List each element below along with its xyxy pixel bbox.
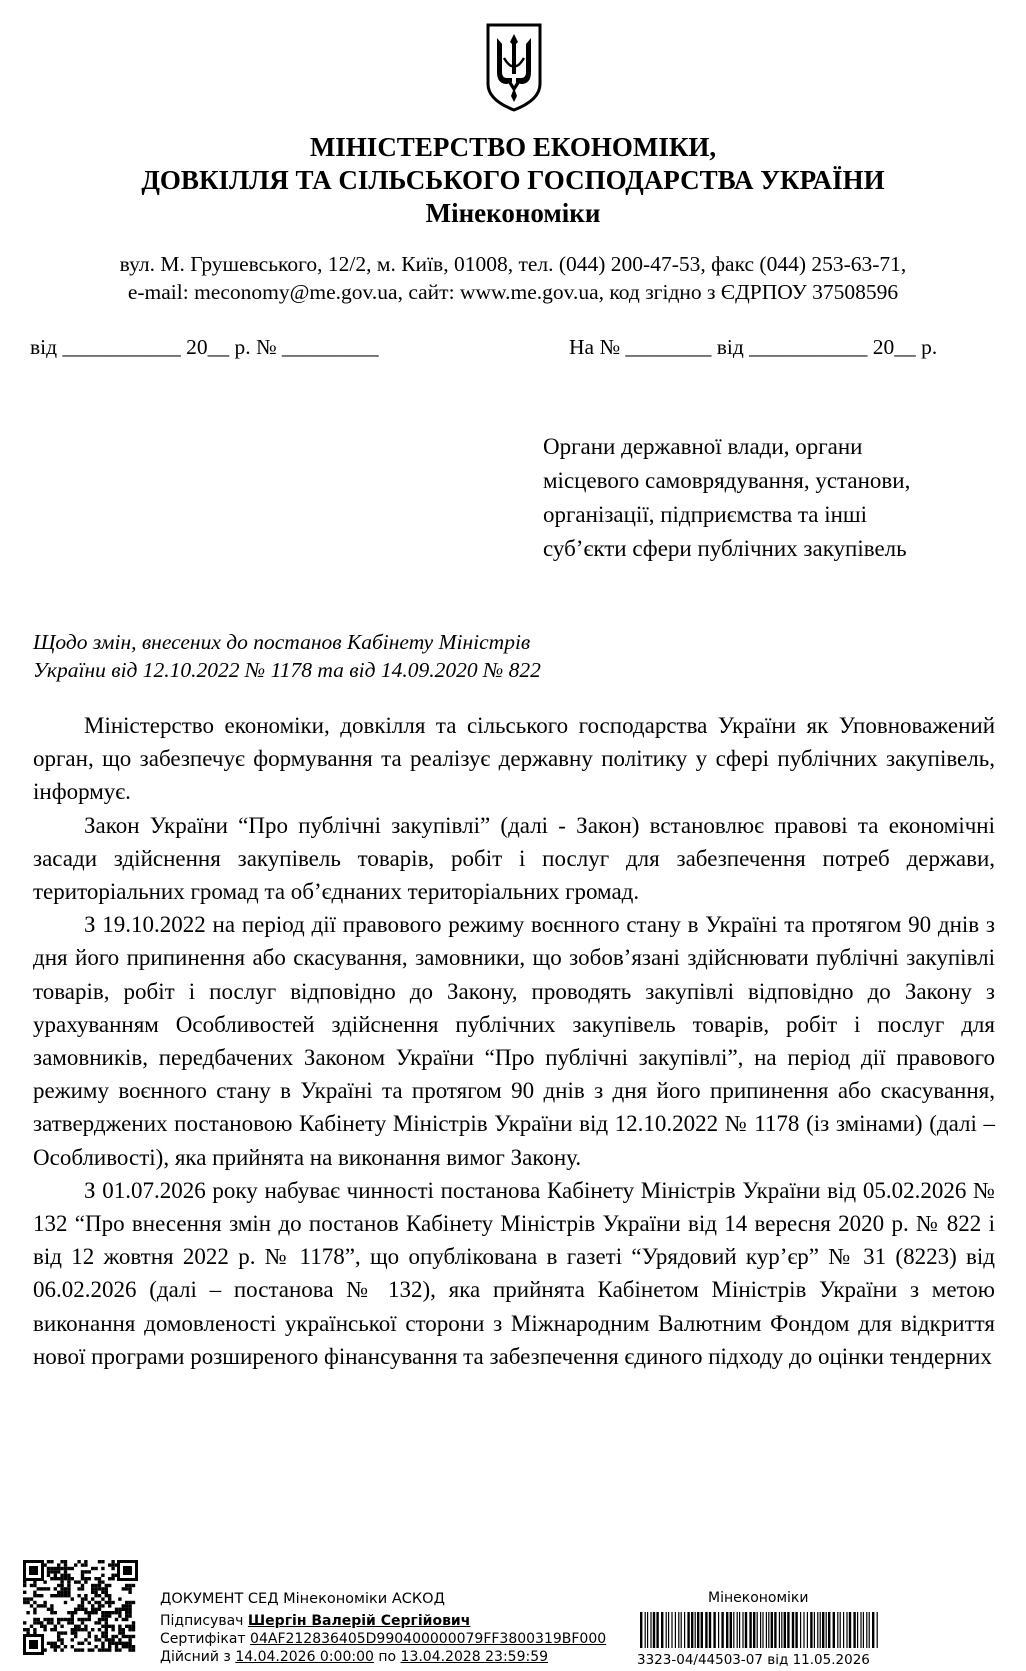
barcode-icon [640, 1612, 880, 1648]
validity-line [160, 1648, 548, 1666]
subject-line: Щодо змін, внесених до постанов Кабінету Міністрів [33, 630, 531, 654]
recipient-line: Органи державної влади, органи [543, 434, 863, 459]
ministry-title-line2: ДОВКІЛЛЯ ТА СІЛЬСЬКОГО ГОСПОДАРСТВА УКРАЇНИ [141, 165, 885, 195]
qr-code-icon [23, 1560, 138, 1655]
recipient-block [543, 430, 1003, 566]
validity-separator: по [378, 1649, 397, 1665]
validity-label: Дійсний з [160, 1649, 231, 1665]
body-paragraph: Міністерство економіки, довкілля та сільського господарства України як Уповноважений орган, що забезпечує формування та реалізує державну політику у сфері публічних закупівель, інформує. [33, 713, 995, 805]
signer-name: Шергін Валерій Сергійович [247, 1613, 471, 1629]
signer-label: Підписувач [160, 1613, 244, 1629]
document-sed-label: ДОКУМЕНТ СЕД Мінекономіки АСКОД [160, 1591, 445, 1607]
signer-line [160, 1612, 470, 1630]
body-paragraph: З 19.10.2022 на період дії правового режиму воєнного стану в Україні та протягом 90 днів з дня його припинення або скасування, замовники, що зобов’язані здійснювати публічні закупівлі товарів, робіт і послуг відповідно до Закону, проводять закупівлі відповідно до Закону з урахуванням Особливостей здійснення публічних закупівель товарів, робіт і послуг для замовників, передбачених Законом України “Про публічні закупівлі”, на період дії правового режиму воєнного стану в Україні та протягом 90 днів з дня його припинення або скасування, затверджених постановою Кабінету Міністрів України від 12.10.2022 № 1178 (із змінами) (далі – Особливості), яка прийнята на виконання вимог Закону. [33, 912, 995, 1170]
certificate-label: Сертифікат [160, 1631, 246, 1647]
contacts-email-site: e-mail: meconomy@me.gov.ua, сайт: www.me.gov.ua, код згідно з ЄДРПОУ 37508596 [127, 280, 899, 304]
body-paragraph: Закон України “Про публічні закупівлі” (далі - Закон) встановлює правові та економічні засади здійснення закупівель товарів, робіт і послуг для забезпечення потреб держави, територіальних громад та об’єднаних територіальних громад. [33, 812, 995, 905]
ministry-short-name: Мінекономіки [425, 198, 601, 228]
letter-body [33, 709, 995, 1373]
trident-emblem-icon [485, 22, 543, 112]
recipient-line: організації, підприємства та інші [543, 502, 868, 527]
valid-to: 13.04.2028 23:59:59 [400, 1649, 549, 1665]
contacts-address: вул. М. Грушевського, 12/2, м. Київ, 01008, тел. (044) 200-47-53, факс (044) 253-63-71, [119, 252, 907, 276]
ministry-title-line1: МІНІСТЕРСТВО ЕКОНОМІКИ, [309, 132, 717, 162]
letter-subject [33, 628, 541, 684]
incoming-registration: На № ________ від ___________ 20__ р. [569, 335, 938, 359]
certificate-line [160, 1630, 606, 1648]
footer-organization: Мінекономіки [708, 1590, 809, 1606]
body-paragraph: З 01.07.2026 року набуває чинності постанова Кабінету Міністрів України від 05.02.2026 № 132 “Про внесення змін до постанов Кабінету Міністрів України від 14 вересня 2020 р. № 822 і від 12 жовтня 2022 р. № 1178”, що опублікована в газеті “Урядовий кур’єр” № 31 (8223) від 06.02.2026 (далі – постанова № 132), яка прийнята Кабінетом Міністрів України з метою виконання домовленості української сторони з Міжнародним Валютним Фондом для відкриття нової програми розширеного фінансування та забезпечення єдиного підходу до оцінки тендерних [33, 1177, 995, 1369]
recipient-line: суб’єкти сфери публічних закупівель [543, 536, 907, 561]
valid-from: 14.04.2026 0:00:00 [235, 1649, 374, 1665]
certificate-value: 04AF212836405D990400000079FF3800319BF000 [250, 1631, 607, 1647]
recipient-line: місцевого самоврядування, установи, [543, 468, 911, 493]
registration-number: 3323-04/44503-07 від 11.05.2026 [637, 1652, 870, 1668]
outgoing-registration: від ___________ 20__ р. № _________ [30, 335, 379, 359]
subject-line: України від 12.10.2022 № 1178 та від 14.09.2020 № 822 [33, 658, 541, 682]
